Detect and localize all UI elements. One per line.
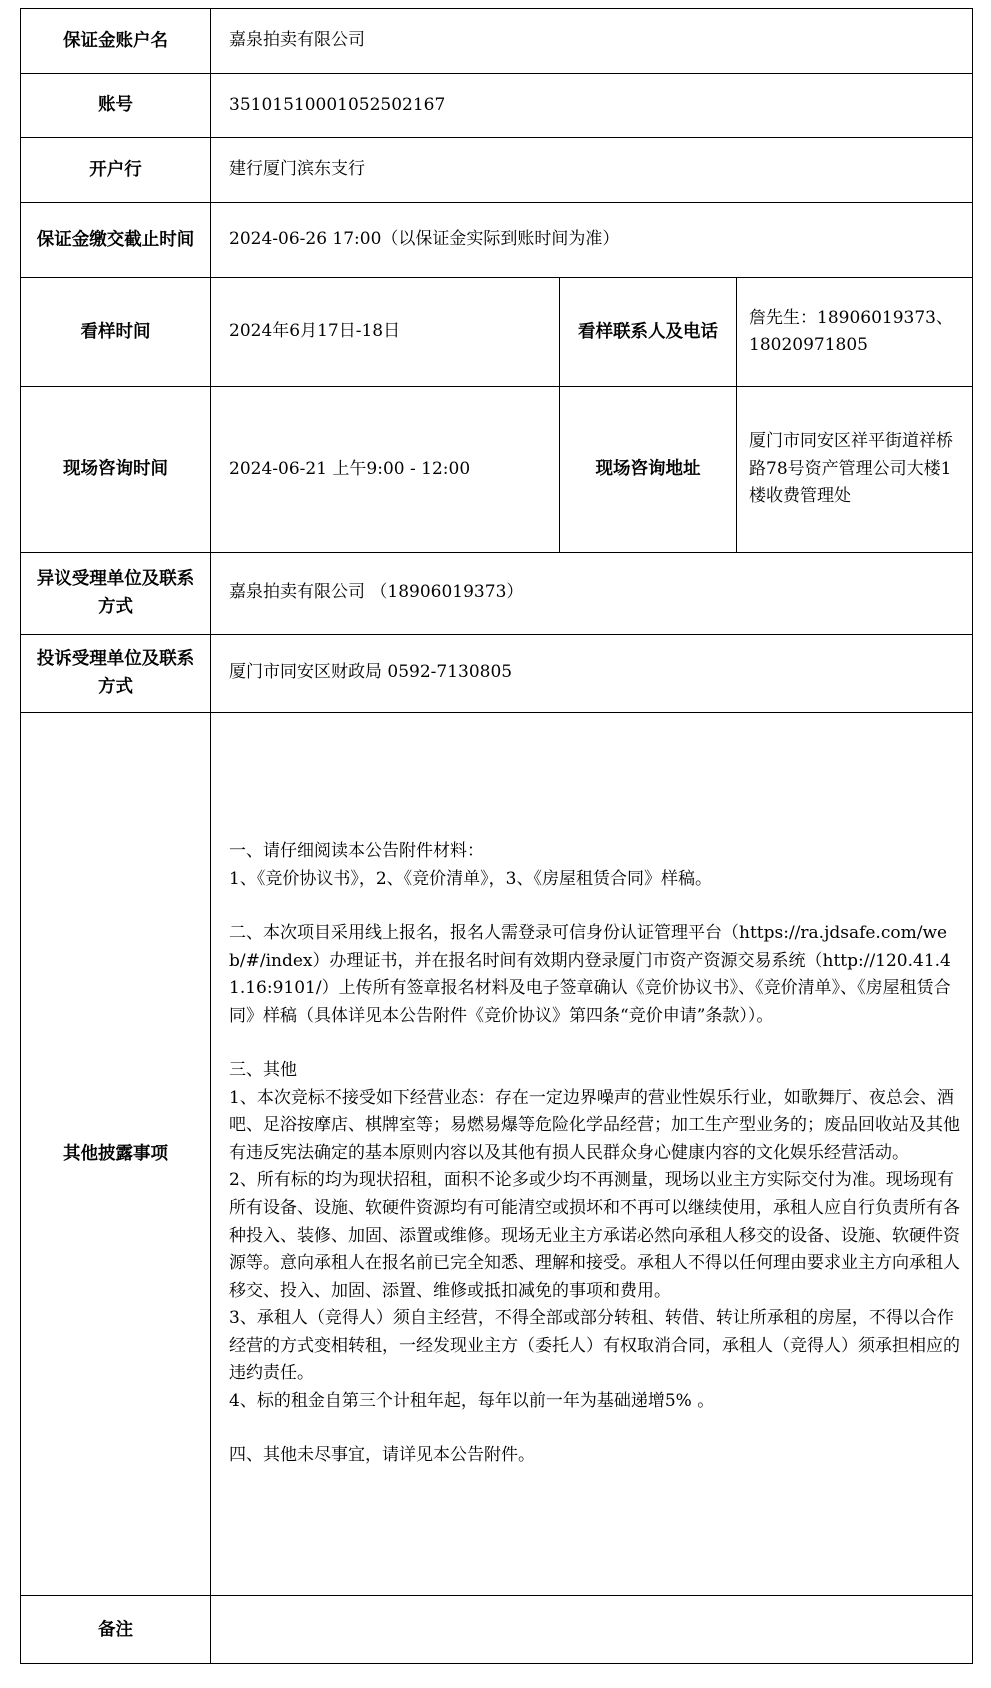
table-row (21, 552, 973, 634)
table-row (21, 1596, 973, 1664)
table-row (21, 386, 973, 552)
other-disclosure-label: 其他披露事项 (21, 712, 211, 1596)
table-row (21, 9, 973, 74)
disclosure-paragraph-4: 四、其他未尽事宜，请详见本公告附件。 (229, 1445, 535, 1466)
account-name-label: 保证金账户名 (21, 9, 211, 74)
table-row (21, 712, 973, 1596)
bank-value: 建行厦门滨东支行 (211, 138, 973, 203)
disclosure-paragraph-3: 三、其他 1、本次竞标不接受如下经营业态：存在一定边界噪声的营业性娱乐行业，如歌舞厅、夜总会、酒吧、足浴按摩店、棋牌室等；易燃易爆等危险化学品经营；加工生产型业务的；废品回收站及其他有违反宪法确定的基本原则内容以及其他有损人民群众身心健康内容的文化娱乐经营活动。 2、所有标的均为现状招租，面积不论多或少均不再测量，现场以业主方实际交付为准。现场现有所有设备、设施、软硬件资源均有可能清空或损坏和不再可以继续使用，承租人应自行负责所有各种投入、装修、加固、添置或维修。现场无业主方承诺必然向承租人移交的设备、设施、软硬件资源等。意向承租人在报名前已完全知悉、理解和接受。承租人不得以任何理由要求业主方向承租人移交、投入、加固、添置、维修或抵扣减免的事项和费用。 3、承租人（竞得人）须自主经营，不得全部或部分转租、转借、转让所承租的房屋，不得以合作经营的方式变相转租，一经发现业主方（委托人）有权取消合同，承租人（竞得人）须承担相应的违约责任。 4、标的租金自第三个计租年起，每年以前一年为基础递增5% 。 (229, 1060, 960, 1411)
complaint-label: 投诉受理单位及联系方式 (21, 634, 211, 712)
table-row (21, 278, 973, 387)
disclosure-paragraph-1: 一、请仔细阅读本公告附件材料： 1、《竞价协议书》，2、《竞价清单》，3、《房屋租赁合同》样稿。 (229, 841, 712, 889)
account-number-label: 账号 (21, 73, 211, 138)
bank-label: 开户行 (21, 138, 211, 203)
consult-address-value: 厦门市同安区祥平街道祥桥路78号资产管理公司大楼1楼收费管理处 (737, 386, 973, 552)
viewing-time-label: 看样时间 (21, 278, 211, 387)
consult-time-value: 2024-06-21 上午9:00 - 12:00 (211, 386, 560, 552)
deposit-deadline-label: 保证金缴交截止时间 (21, 202, 211, 278)
viewing-contact-label: 看样联系人及电话 (560, 278, 737, 387)
remarks-value (211, 1596, 973, 1664)
table-row (21, 138, 973, 203)
account-name-value: 嘉泉拍卖有限公司 (211, 9, 973, 74)
table-row (21, 73, 973, 138)
viewing-time-value: 2024年6月17日-18日 (211, 278, 560, 387)
table-row (21, 634, 973, 712)
other-disclosure-content (211, 712, 973, 1596)
disclosure-table (20, 8, 973, 1664)
complaint-value: 厦门市同安区财政局 0592-7130805 (211, 634, 973, 712)
objection-value: 嘉泉拍卖有限公司 （18906019373） (211, 552, 973, 634)
deposit-deadline-value: 2024-06-26 17:00（以保证金实际到账时间为准） (211, 202, 973, 278)
consult-time-label: 现场咨询时间 (21, 386, 211, 552)
account-number-value: 35101510001052502167 (211, 73, 973, 138)
remarks-label: 备注 (21, 1596, 211, 1664)
disclosure-paragraph-2: 二、本次项目采用线上报名，报名人需登录可信身份认证管理平台（https://ra.jdsafe.com/web/#/index）办理证书，并在报名时间有效期内登录厦门市资产资源交易系统（http://120.41.41.16:9101/）上传所有签章报名材料及电子签章确认《竞价协议书》、《竞价清单》、《房屋租赁合同》样稿（具体详见本公告附件《竞价协议》第四条“竞价申请”条款））。 (229, 923, 951, 1026)
viewing-contact-value: 詹先生：18906019373、18020971805 (737, 278, 973, 387)
objection-label: 异议受理单位及联系方式 (21, 552, 211, 634)
table-row (21, 202, 973, 278)
consult-address-label: 现场咨询地址 (560, 386, 737, 552)
